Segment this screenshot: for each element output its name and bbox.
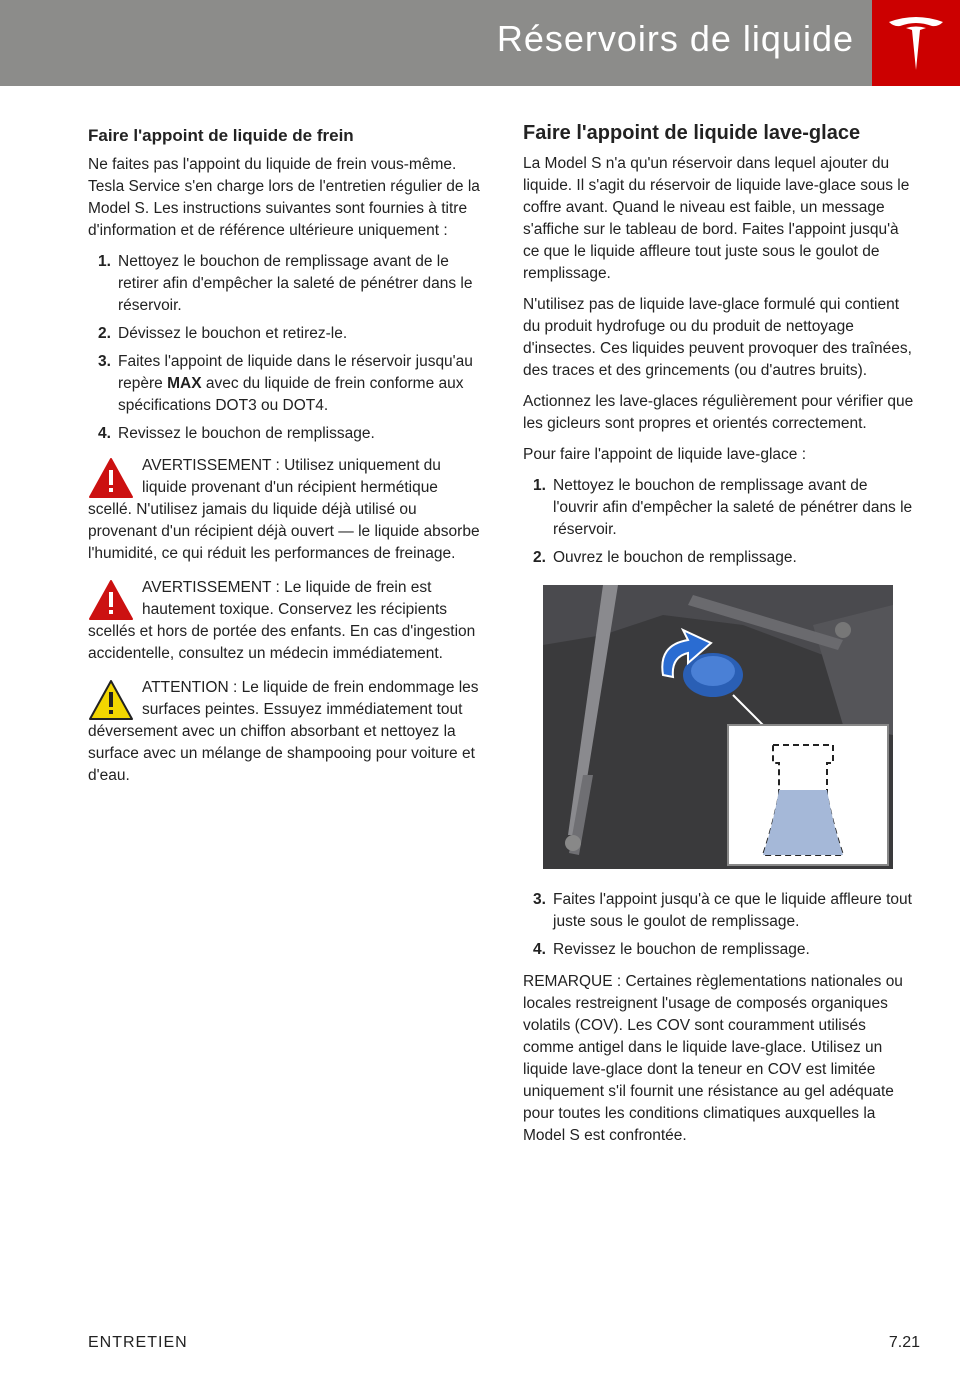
brake-fluid-heading: Faire l'appoint de liquide de frein <box>88 126 354 145</box>
list-item: 2. Ouvrez le bouchon de remplissage. <box>533 549 797 566</box>
brake-intro: Ne faites pas l'appoint du liquide de frein vous-même. Tesla Service s'en charge lors de l'entretien régulier de la Model S. Les instructions suivantes sont fournies à titre d'information et de référence ultérieure uniquement : <box>88 156 480 239</box>
header-bar <box>0 0 960 86</box>
caution-triangle-icon <box>88 679 134 721</box>
washer-reservoir-illustration <box>543 585 893 869</box>
max-mark: MAX <box>167 375 202 392</box>
warning-block <box>88 577 480 665</box>
paragraph: N'utilisez pas de liquide lave-glace formulé qui contient du produit hydrofuge ou du produit de nettoyage d'insectes. Ces liquides peuvent provoquer des traînées, des traces et des grincements (ou d'autres bruits). <box>523 296 912 379</box>
warning-triangle-icon <box>88 579 134 621</box>
caution-block <box>88 677 480 787</box>
footer-section: ENTRETIEN <box>88 1334 188 1351</box>
paragraph: Actionnez les lave-glaces régulièrement pour vérifier que les gicleurs sont propres et orientés correctement. <box>523 393 914 432</box>
paragraph: La Model S n'a qu'un réservoir dans lequel ajouter du liquide. Il s'agit du réservoir de liquide lave-glace sous le coffre avant. Quand le niveau est faible, un message s'affiche sur le tableau de bord. Faites l'appoint jusqu'à ce que le liquide affleure tout juste sous le goulot de remplissage. <box>523 155 910 282</box>
logo-box <box>872 0 960 86</box>
left-column <box>88 122 480 799</box>
washer-steps-b <box>523 889 915 961</box>
tesla-logo-icon <box>872 0 960 86</box>
list-item: 3. Faites l'appoint de liquide dans le réservoir jusqu'au repère MAX avec du liquide de frein conforme aux spécifications DOT3 ou DOT4. <box>98 353 473 414</box>
brake-steps <box>88 251 480 445</box>
page-number: 7.21 <box>888 1334 920 1351</box>
list-item: 2. Dévissez le bouchon et retirez-le. <box>98 325 348 342</box>
caution-text: ATTENTION : Le liquide de frein endommage les surfaces peintes. Essuyez immédiatement tout déversement avec un chiffon absorbant et nettoyez la surface avec un mélange de shampooing pour voiture et d'eau. <box>88 679 479 784</box>
list-item: 3. Faites l'appoint jusqu'à ce que le liquide affleure tout juste sous le goulot de remplissage. <box>533 891 912 930</box>
list-item: 4. Revissez le bouchon de remplissage. <box>533 941 810 958</box>
right-column <box>523 122 915 1156</box>
warning-text: AVERTISSEMENT : Utilisez uniquement du liquide provenant d'un récipient hermétique scellé. N'utilisez jamais du liquide déjà utilisé ou provenant d'un récipient déjà ouvert — le liquide absorbe l'humidité, ce qui réduit les performances de freinage. <box>88 457 480 562</box>
warning-triangle-icon <box>88 457 134 499</box>
reservoir-drawing <box>543 585 893 869</box>
list-item: 4. Revissez le bouchon de remplissage. <box>98 425 375 442</box>
paragraph: Pour faire l'appoint de liquide lave-glace : <box>523 446 806 463</box>
list-item: 1. Nettoyez le bouchon de remplissage avant de le retirer afin d'empêcher la saleté de pénétrer dans le réservoir. <box>98 253 473 314</box>
page-title: Réservoirs de liquide <box>496 18 854 59</box>
warning-text: AVERTISSEMENT : Le liquide de frein est hautement toxique. Conservez les récipients scellés et hors de portée des enfants. En cas d'ingestion accidentelle, consultez un médecin immédiatement. <box>88 579 476 662</box>
note-remarque: REMARQUE : Certaines règlementations nationales ou locales restreignent l'usage de composés organiques volatils (COV). Les COV sont couramment utilisés comme antigel dans le liquide lave-glace. Utilisez un liquide lave-glace dont la teneur en COV est limitée uniquement s'il fournit une résistance au gel adéquate pour toutes les conditions climatiques auxquelles la Model S est confrontée. <box>523 973 903 1144</box>
warning-block <box>88 455 480 565</box>
washer-steps-a <box>523 475 915 569</box>
list-item: 1. Nettoyez le bouchon de remplissage avant de l'ouvrir afin d'empêcher la saleté de pénétrer dans le réservoir. <box>533 477 913 538</box>
washer-fluid-heading: Faire l'appoint de liquide lave-glace <box>523 122 861 144</box>
